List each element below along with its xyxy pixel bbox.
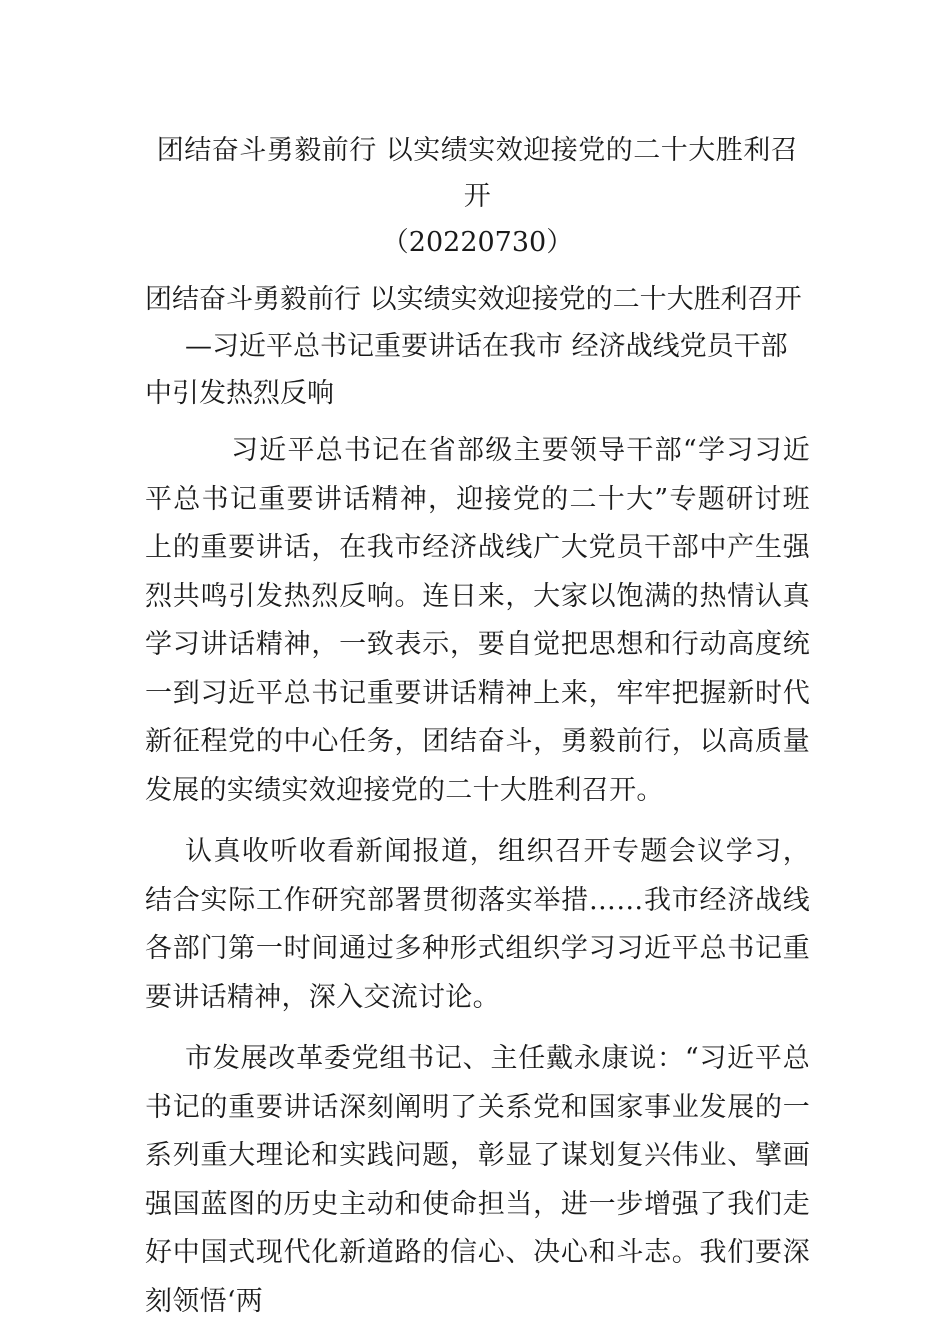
article-subheadline: —习近平总书记重要讲话在我市 经济战线党员干部中引发热烈反响 xyxy=(145,331,788,409)
document-page xyxy=(145,128,810,1339)
document-title: 团结奋斗勇毅前行 以实绩实效迎接党的二十大胜利召开 xyxy=(156,135,799,212)
document-date: （20220730） xyxy=(381,227,574,258)
body-paragraph: 习近平总书记在省部级主要领导干部“学习习近平总书记重要讲话精神，迎接党的二十大”专题研讨班上的重要讲话，在我市经济战线广大党员干部中产生强烈共鸣引发热烈反响。连日来，大家以饱满的热情认真学习讲话精神，一致表示，要自觉把思想和行动高度统一到习近平总书记重要讲话精神上来，牢牢把握新时代新征程党的中心任务，团结奋斗，勇毅前行，以高质量发展的实绩实效迎接党的二十大胜利召开。 xyxy=(145,435,810,806)
body-paragraph: 认真收听收看新闻报道，组织召开专题会议学习，结合实际工作研究部署贯彻落实举措……我市经济战线各部门第一时间通过多种形式组织学习习近平总书记重要讲话精神，深入交流讨论。 xyxy=(145,836,810,1013)
article-headline: 团结奋斗勇毅前行 以实绩实效迎接党的二十大胜利召开 xyxy=(145,284,802,315)
body-paragraph: 市发展改革委党组书记、主任戴永康说：“习近平总书记的重要讲话深刻阐明了关系党和国家事业发展的一系列重大理论和实践问题，彰显了谋划复兴伟业、擘画强国蓝图的历史主动和使命担当，进一步增强了我们走好中国式现代化新道路的信心、决心和斗志。我们要深刻领悟‘两 xyxy=(145,1043,810,1317)
